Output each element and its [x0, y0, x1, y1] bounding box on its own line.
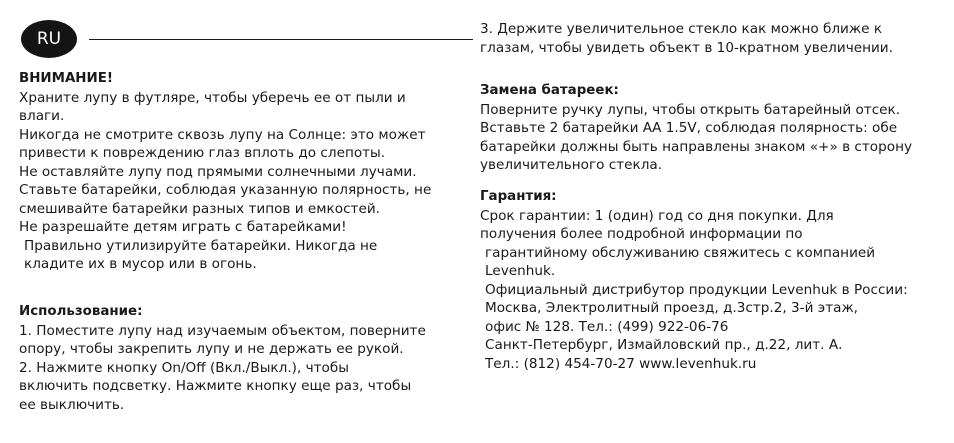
- warranty-heading: Гарантия:: [480, 189, 557, 204]
- warning-line: Никогда не смотрите сквозь лупу на Солнце: это может: [19, 126, 426, 143]
- address-line: Москва, Электролитный проезд, д.3стр.2, 3-й этаж,: [485, 300, 859, 316]
- disposal-line: Правильно утилизируйте батарейки. Никогда не: [24, 237, 378, 254]
- usage-line: опору, чтобы закрепить лупу и не держать ее рукой.: [19, 341, 404, 357]
- warning-line: привести к повреждению глаз вплоть до слепоты.: [19, 145, 386, 161]
- disposal-line: кладите их в мусор или в огонь.: [24, 256, 257, 272]
- language-badge: RU: [21, 20, 77, 58]
- warning-line: Храните лупу в футляре, чтобы уберечь ее от пыли и: [19, 89, 406, 106]
- battery-section: [480, 82, 940, 175]
- language-header: [21, 20, 471, 60]
- address-line: офис № 128. Тел.: (499) 922-06-76: [485, 318, 729, 335]
- usage-continued-section: [480, 20, 940, 57]
- battery-line: Вставьте 2 батарейки АА 1.5V, соблюдая полярность: обе: [480, 120, 898, 136]
- warranty-section: [480, 188, 940, 373]
- warning-section: [19, 70, 471, 274]
- header-divider: [89, 39, 473, 40]
- warranty-line: получения более подробной информации по: [480, 226, 803, 242]
- usage-section: [19, 303, 471, 414]
- warning-line: влаги.: [19, 108, 65, 124]
- distributor-line: Официальный дистрибутор продукции Levenhuk в России:: [485, 281, 908, 298]
- usage-line: ее выключить.: [19, 396, 125, 413]
- usage-line: 1. Поместите лупу над изучаемым объектом, поверните: [19, 322, 426, 339]
- warning-line: смешивайте батарейки разных типов и емкостей.: [19, 200, 380, 217]
- warning-heading: ВНИМАНИЕ!: [19, 71, 113, 86]
- contact-line: Тел.: (812) 454-70-27 www.levenhuk.ru: [485, 355, 757, 372]
- battery-line: Поверните ручку лупы, чтобы открыть батарейный отсек.: [480, 101, 901, 118]
- warranty-line: Levenhuk.: [485, 263, 556, 279]
- usage-line: 2. Нажмите кнопку On/Off (Вкл./Выкл.), чтобы: [19, 359, 349, 376]
- warranty-line: гарантийному обслуживанию свяжитесь с компанией: [485, 244, 876, 261]
- usage-line: глазам, чтобы увидеть объект в 10-кратном увеличении.: [480, 39, 893, 56]
- warning-line: Не оставляйте лупу под прямыми солнечными лучами.: [19, 163, 417, 180]
- usage-line: включить подсветку. Нажмите кнопку еще раз, чтобы: [19, 378, 412, 394]
- usage-heading: Использование:: [19, 304, 143, 319]
- usage-line: 3. Держите увеличительное стекло как можно ближе к: [480, 21, 883, 37]
- battery-line: батарейки должны быть направлены знаком «+» в сторону: [480, 138, 912, 155]
- battery-heading: Замена батареек:: [480, 83, 619, 98]
- warning-line: Не разрешайте детям играть с батарейками!: [19, 219, 347, 235]
- battery-line: увеличительного стекла.: [480, 157, 663, 173]
- warranty-line: Срок гарантии: 1 (один) год со дня покупки. Для: [480, 207, 834, 224]
- warning-line: Ставьте батарейки, соблюдая указанную полярность, не: [19, 182, 432, 198]
- address-line: Санкт-Петербург, Измайловский пр., д.22, лит. А.: [485, 337, 843, 353]
